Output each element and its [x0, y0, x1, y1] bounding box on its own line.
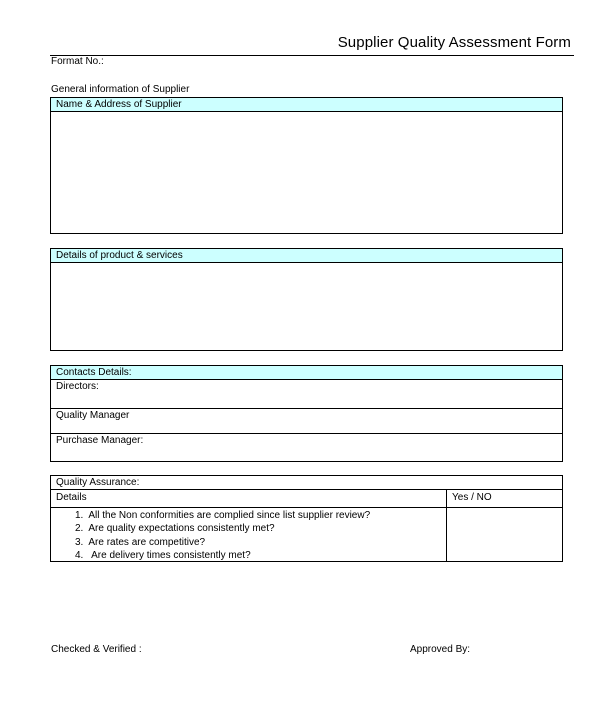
qa-question-text: Are rates are competitive? — [88, 536, 206, 548]
qa-yes-no-column — [447, 490, 562, 561]
qa-question — [51, 522, 446, 535]
title-rule — [50, 55, 574, 56]
format-no-label: Format No.: — [51, 56, 104, 67]
qa-question — [51, 509, 446, 522]
name-address-box — [50, 97, 563, 234]
checked-verified-label: Checked & Verified : — [51, 644, 142, 655]
name-address-field[interactable] — [51, 112, 562, 233]
name-address-header: Name & Address of Supplier — [51, 98, 562, 112]
qa-question — [51, 549, 446, 562]
general-info-label: General information of Supplier — [51, 84, 190, 95]
quality-assurance-box — [50, 475, 563, 562]
qa-question-text: All the Non conformities are complied since list supplier review? — [88, 510, 371, 521]
product-services-field[interactable] — [51, 263, 562, 350]
qa-question-number: 2. — [75, 523, 84, 535]
contacts-header: Contacts Details: — [51, 366, 562, 380]
qa-question-list — [51, 508, 446, 562]
product-services-header: Details of product & services — [51, 249, 562, 263]
qa-question-number: 1. — [75, 510, 84, 521]
contact-row-directors[interactable]: Directors: — [51, 380, 562, 409]
contact-row-purchase-manager[interactable]: Purchase Manager: — [56, 435, 144, 446]
qa-question-number: 3. — [75, 536, 84, 548]
approved-by-label: Approved By: — [410, 644, 471, 655]
product-services-box — [50, 248, 563, 351]
qa-question — [51, 536, 446, 549]
qa-yes-no-field[interactable] — [447, 508, 562, 560]
qa-question-number: 4. — [75, 549, 84, 561]
qa-details-header: Details — [51, 490, 446, 508]
contacts-box — [50, 365, 563, 462]
form-title: Supplier Quality Assessment Form — [337, 34, 571, 51]
qa-question-text: Are quality expectations consistently met? — [88, 523, 275, 535]
qa-yes-no-header: Yes / NO — [447, 490, 562, 508]
contact-row-quality-manager[interactable]: Quality Manager — [51, 409, 562, 434]
qa-details-column — [51, 490, 447, 561]
quality-assurance-header: Quality Assurance: — [51, 476, 562, 490]
qa-table — [51, 490, 562, 561]
qa-question-text: Are delivery times consistently met? — [91, 549, 251, 561]
